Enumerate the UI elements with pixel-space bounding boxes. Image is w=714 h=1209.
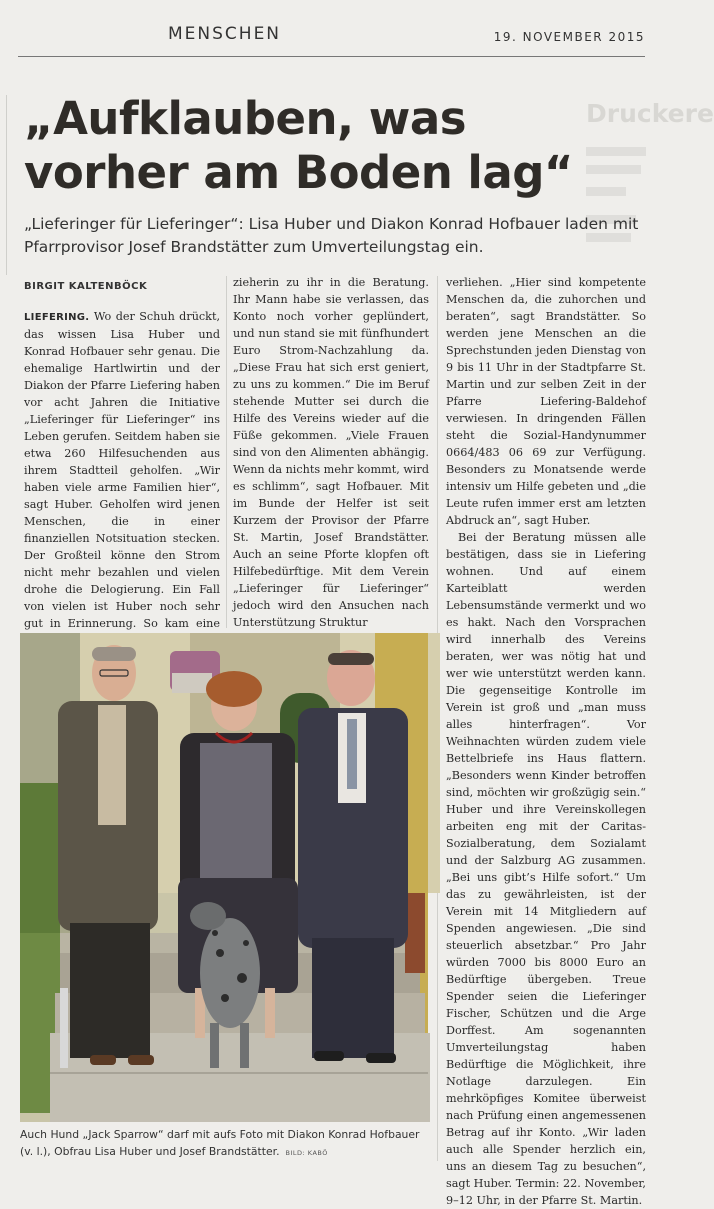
article-column-2 xyxy=(233,274,429,628)
bleed-title: Druckere xyxy=(586,99,714,128)
column-3-paragraph-2: Bei der Beratung müssen alle bestätigen, dass sie in Liefering wohnen. Und auf einem Karteiblatt werden Lebensumstände vermerkt und wo es hakt. Nach den Vorsprachen wird innerhalb des Vereins beraten, wer was nötig hat und wer wie unterstützt werden kann. Die gegenseitige Kontrolle im Verein ist groß und „man muss alles hinterfragen“. Vor Weihnachten würden zudem viele Bettelbriefe ins Haus flattern. „Besonders wenn Kinder betroffen sind, möchten wir großzügig sein.“ Huber und ihre Vereinskollegen arbeiten eng mit der Caritas-Sozialberatung, dem Sozialamt und der Salzburg AG zusammen. „Bei uns gibt’s Hilfe sofort.“ Um das zu gewährleisten, ist der Verein mit 14 Mitgliedern auf Spenden angewiesen. „Die sind steuerlich absetzbar.“ Pro Jahr würden 7000 bis 8000 Euro an Bedürftige übergeben. Treue Spender seien die Lieferinger Fischer, Schützen und die Arge Dorffest. Am sogenannten Umverteilungstag haben Bedürftige die Möglichkeit, ihre Notlage darzulegen. Ein mehrköpfiges Komitee überweist nach Prüfung einen angemessenen Betrag auf ihr Konto. „Wir laden auch alle Spender herzlich ein, uns an diesem Tag zu besuchen“, sagt Huber. Termin: 22. November, 9–12 Uhr, in der Pfarre St. Martin. xyxy=(446,531,646,1207)
column-rule xyxy=(226,276,227,628)
dateline: LIEFERING. xyxy=(24,312,90,323)
article-photo xyxy=(20,633,428,1122)
article-headline: „Aufklauben, was vorher am Boden lag“ xyxy=(24,92,574,199)
author-byline: BIRGIT KALTENBÖCK xyxy=(24,281,148,292)
photo-caption xyxy=(20,1126,432,1162)
column-1-text: Wo der Schuh drückt, das wissen Lisa Huber und Konrad Hofbauer sehr genau. Die ehemalige Hartlwirtin und der Diakon der Pfarre Liefering haben vor acht Jahren die Initiative „Lieferinger für Lieferinger“ ins Leben gerufen. Seitdem haben sie etwa 260 Hilfesuchenden aus ihrem Stadtteil geholfen. „Wir haben viele arme Familien hier“, sagt Huber. Geholfen wird jenen Menschen, die in einer finanziellen Notsituation stecken. Der Großteil könne den Strom nicht mehr bezahlen und vielen drohe die Delogierung. Ein Fall von vielen ist Huber noch sehr gut in Erinnerung. So kam eine xyxy=(24,310,220,630)
caption-text: Auch Hund „Jack Sparrow“ darf mit aufs Foto mit Diakon Konrad Hofbauer (v. l.), Obfrau Lisa Huber und Josef Brandstätter. xyxy=(20,1128,420,1158)
column-3-paragraph-1: verliehen. „Hier sind kompetente Menschen da, die zuhorchen und beraten“, sagt Brandstätter. So werden jene Menschen an die Sprechstunden jeden Dienstag von 9 bis 11 Uhr in der Stadtpfarre St. Martin und zur selben Zeit in der Pfarre Liefering-Baldehof verwiesen. In dringenden Fällen steht die Sozial-Handynummer 0664/483 06 69 zur Verfügung. Besonders zu Monatsende werde intensiv um Hilfe gebeten und „die Leute rufen immer erst am letzten Abdruck an“, sagt Huber. xyxy=(446,276,646,527)
adjacent-page-edge xyxy=(0,95,7,275)
page-header xyxy=(0,0,661,62)
article-column-1 xyxy=(24,308,220,628)
photo-credit: BILD: KABÖ xyxy=(285,1149,328,1157)
section-label: MENSCHEN xyxy=(168,24,282,44)
article-subhead: „Lieferinger für Lieferinger“: Lisa Huber und Diakon Konrad Hofbauer laden mit Pfarrprovisor Josef Brandstätter zum Umverteilungstag ein. xyxy=(24,215,639,256)
issue-date: 19. NOVEMBER 2015 xyxy=(493,30,645,44)
header-rule xyxy=(18,56,645,57)
column-2-text: zieherin zu ihr in die Beratung. Ihr Mann habe sie verlassen, das Konto noch vorher geplündert, und nun stand sie mit fünfhundert Euro Strom-Nachzahlung da. „Diese Frau hat sich erst geniert, zu uns zu kommen.“ Die im Beruf stehende Mutter sei durch die Hilfe des Vereins wieder auf die Füße gekommen. „Viele Frauen sind von den Alimenten abhängig. Wenn da nichts mehr kommt, wird es schlimm“, sagt Hofbauer. Mit im Bunde der Helfer ist seit Kurzem der Provisor der Pfarre St. Martin, Josef Brandstätter. Auch an seine Pforte klopfen oft Hilfebedürftige. Mit dem Verein „Lieferinger für Lieferinger“ jedoch wird den Ansuchen nach Unterstützung Struktur xyxy=(233,276,429,629)
article-column-3 xyxy=(446,274,646,1207)
